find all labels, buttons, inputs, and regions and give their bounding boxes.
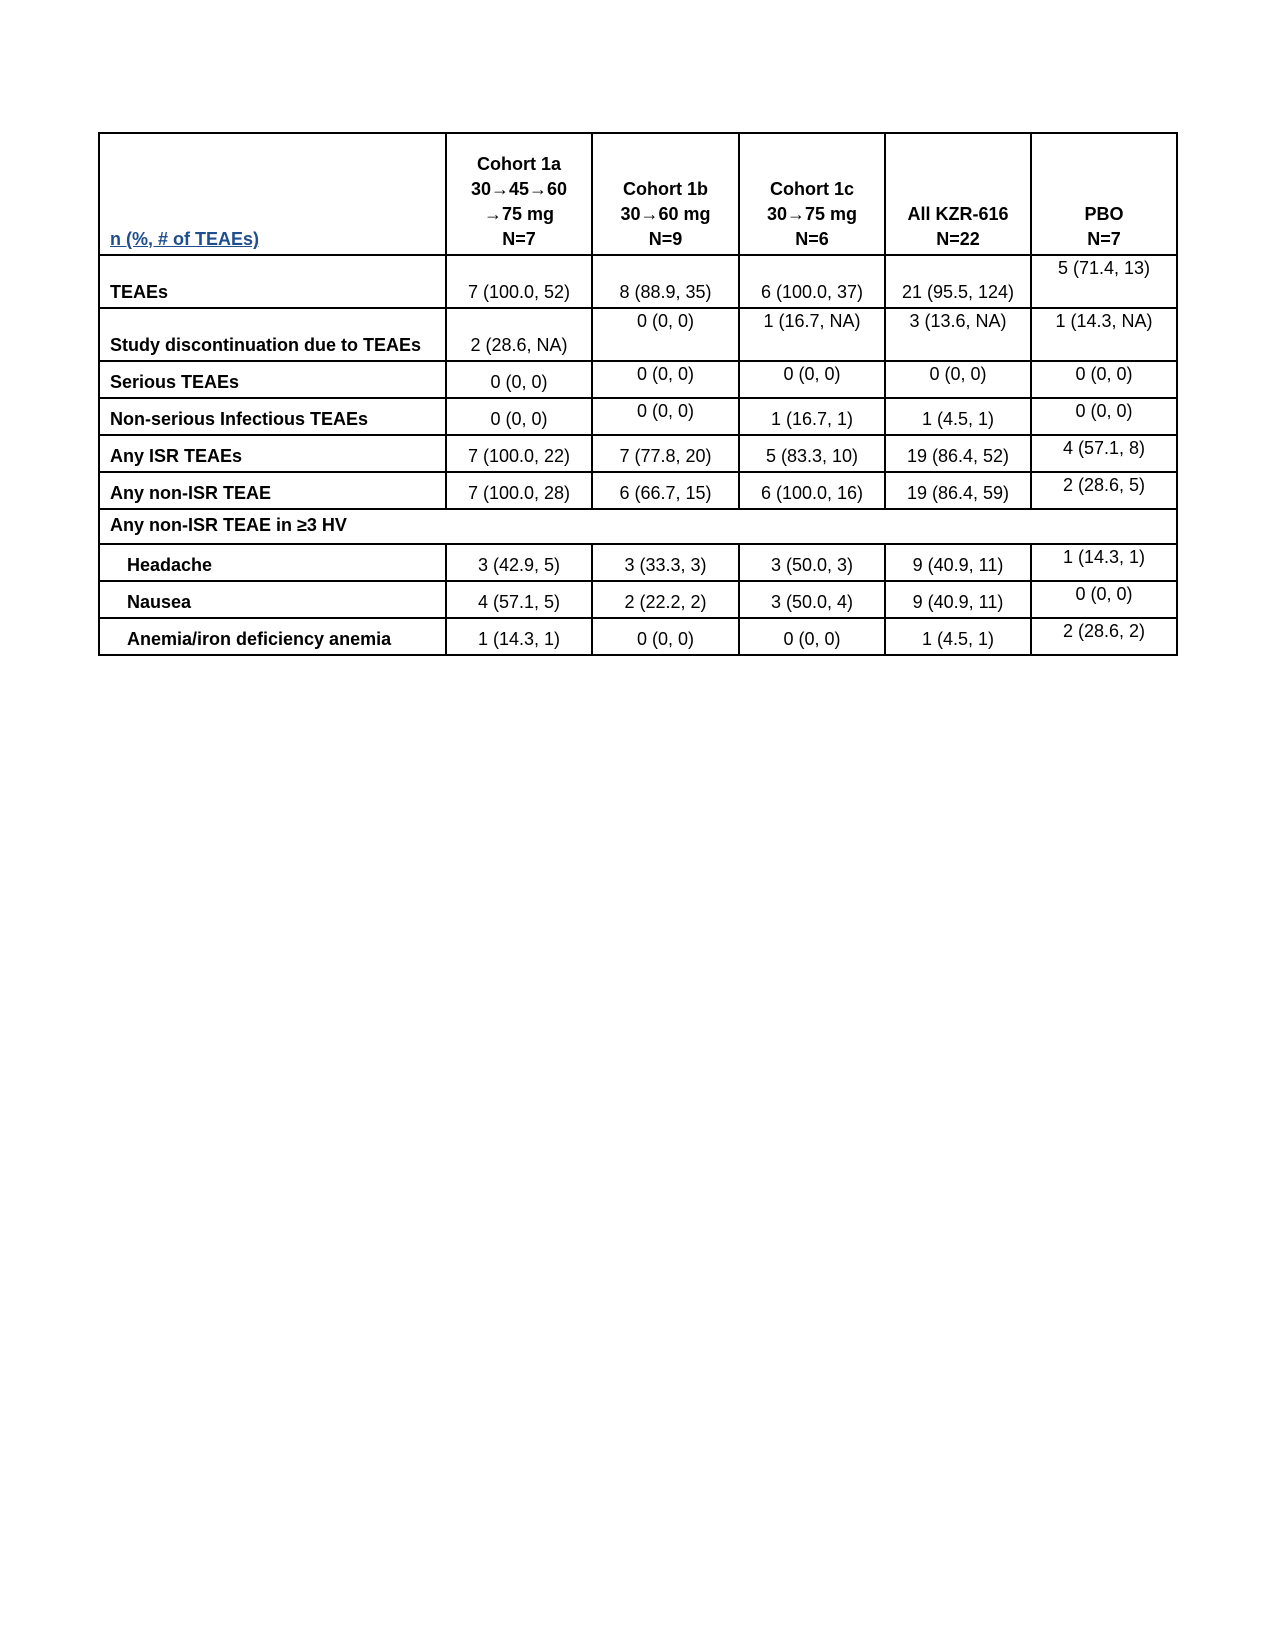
column-header-all-kzr-616 <box>885 133 1031 255</box>
table-cell: 5 (83.3, 10) <box>739 435 885 472</box>
column-header-cohort-1c <box>739 133 885 255</box>
table-row <box>99 398 1177 435</box>
table-cell: 6 (66.7, 15) <box>592 472 739 509</box>
table-cell: 1 (16.7, NA) <box>739 308 885 361</box>
table-cell: 0 (0, 0) <box>1031 398 1177 435</box>
column-header-line: 30→45→60 <box>470 179 568 199</box>
column-header-line: 30→75 mg <box>766 204 858 224</box>
caption-cell <box>99 133 446 255</box>
row-label: Any ISR TEAEs <box>99 435 446 472</box>
table-row <box>99 255 1177 308</box>
table-cell: 0 (0, 0) <box>1031 581 1177 618</box>
row-label: Non-serious Infectious TEAEs <box>99 398 446 435</box>
table-cell: 7 (100.0, 28) <box>446 472 592 509</box>
table-row <box>99 544 1177 581</box>
table-row <box>99 618 1177 655</box>
table-cell: 4 (57.1, 8) <box>1031 435 1177 472</box>
table-cell: 19 (86.4, 59) <box>885 472 1031 509</box>
row-label: TEAEs <box>99 255 446 308</box>
column-header-line: N=7 <box>1087 229 1121 249</box>
table-cell: 0 (0, 0) <box>592 361 739 398</box>
row-label: Serious TEAEs <box>99 361 446 398</box>
table-cell: 2 (28.6, 2) <box>1031 618 1177 655</box>
table-cell: 3 (50.0, 3) <box>739 544 885 581</box>
table-cell: 3 (13.6, NA) <box>885 308 1031 361</box>
table-cell: 0 (0, 0) <box>446 398 592 435</box>
table-cell: 7 (100.0, 22) <box>446 435 592 472</box>
table-row <box>99 581 1177 618</box>
table-row <box>99 472 1177 509</box>
column-header-line: 30→60 mg <box>620 204 711 224</box>
table-cell: 4 (57.1, 5) <box>446 581 592 618</box>
table-cell: 0 (0, 0) <box>739 618 885 655</box>
table-cell: 2 (28.6, NA) <box>446 308 592 361</box>
table-cell: 0 (0, 0) <box>592 308 739 361</box>
table-cell: 0 (0, 0) <box>885 361 1031 398</box>
table-cell: 19 (86.4, 52) <box>885 435 1031 472</box>
row-label: Nausea <box>99 581 446 618</box>
column-header-line: All KZR-616 <box>907 204 1009 224</box>
table-cell: 1 (14.3, 1) <box>1031 544 1177 581</box>
table-cell: 2 (22.2, 2) <box>592 581 739 618</box>
table-cell: 3 (42.9, 5) <box>446 544 592 581</box>
column-header-line: N=22 <box>936 229 980 249</box>
header-row <box>99 133 1177 255</box>
column-header-line: Cohort 1c <box>769 179 854 199</box>
column-header-cohort-1b <box>592 133 739 255</box>
table-cell: 1 (16.7, 1) <box>739 398 885 435</box>
column-header-line: N=9 <box>648 229 683 249</box>
column-header-line: →75 mg <box>483 204 555 224</box>
row-label: Study discontinuation due to TEAEs <box>99 308 446 361</box>
table-cell: 0 (0, 0) <box>1031 361 1177 398</box>
column-header-line: N=6 <box>795 229 829 249</box>
table-row <box>99 308 1177 361</box>
column-header-line: PBO <box>1084 204 1124 224</box>
table-row <box>99 435 1177 472</box>
column-header-line: N=7 <box>502 229 536 249</box>
table-cell: 9 (40.9, 11) <box>885 581 1031 618</box>
column-header-line: Cohort 1b <box>623 179 708 199</box>
table-cell: 9 (40.9, 11) <box>885 544 1031 581</box>
table-caption-link[interactable]: n (%, # of TEAEs) <box>110 229 260 249</box>
table-cell: 21 (95.5, 124) <box>885 255 1031 308</box>
table-cell: 0 (0, 0) <box>592 618 739 655</box>
table-cell: 0 (0, 0) <box>592 398 739 435</box>
table-cell: 1 (4.5, 1) <box>885 398 1031 435</box>
table-cell: 8 (88.9, 35) <box>592 255 739 308</box>
row-label: Anemia/iron deficiency anemia <box>99 618 446 655</box>
table-cell: 2 (28.6, 5) <box>1031 472 1177 509</box>
table-cell: 6 (100.0, 16) <box>739 472 885 509</box>
column-header-pbo <box>1031 133 1177 255</box>
row-label: Headache <box>99 544 446 581</box>
table-row <box>99 361 1177 398</box>
column-header-cohort-1a <box>446 133 592 255</box>
table-cell: 1 (14.3, NA) <box>1031 308 1177 361</box>
table-cell: 1 (14.3, 1) <box>446 618 592 655</box>
table-cell: 7 (77.8, 20) <box>592 435 739 472</box>
table-cell: 3 (50.0, 4) <box>739 581 885 618</box>
table-cell: 1 (4.5, 1) <box>885 618 1031 655</box>
section-row <box>99 509 1177 544</box>
row-label: Any non-ISR TEAE <box>99 472 446 509</box>
column-header-line: Cohort 1a <box>476 154 561 174</box>
table-cell: 3 (33.3, 3) <box>592 544 739 581</box>
section-label: Any non-ISR TEAE in ≥3 HV <box>99 509 1177 544</box>
table-cell: 7 (100.0, 52) <box>446 255 592 308</box>
table-cell: 5 (71.4, 13) <box>1031 255 1177 308</box>
table-cell: 0 (0, 0) <box>446 361 592 398</box>
table-cell: 0 (0, 0) <box>739 361 885 398</box>
adverse-events-table <box>98 132 1178 656</box>
table-cell: 6 (100.0, 37) <box>739 255 885 308</box>
